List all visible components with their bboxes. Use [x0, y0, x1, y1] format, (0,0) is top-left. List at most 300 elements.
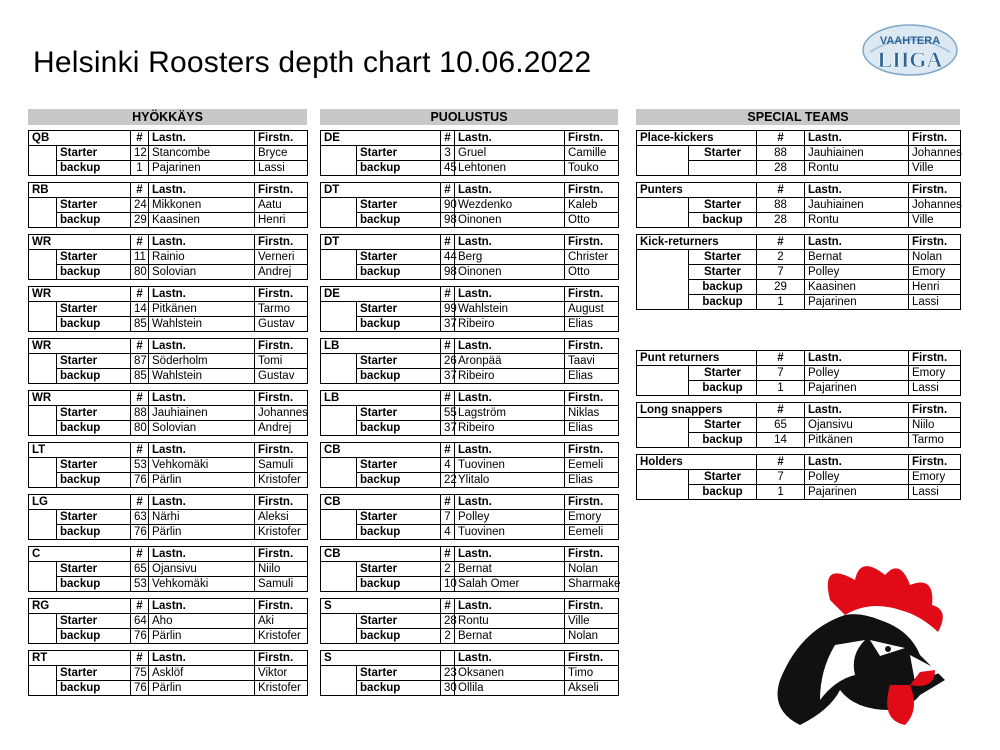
position-block-rg	[28, 598, 308, 644]
jersey-number: 1	[131, 161, 149, 176]
player-row	[29, 458, 308, 473]
position-label: WR	[29, 235, 131, 250]
lastname-header: Lastn.	[149, 391, 255, 406]
blank-cell	[637, 485, 689, 500]
firstname-header: Firstn.	[909, 183, 961, 198]
lastname-header: Lastn.	[805, 131, 909, 146]
player-row	[29, 369, 308, 384]
player-lastname: Pitkänen	[149, 302, 255, 317]
depth-role: Starter	[57, 614, 131, 629]
number-header: #	[441, 443, 455, 458]
position-block-cb	[320, 442, 619, 488]
position-block-wr	[28, 234, 308, 280]
depth-role: backup	[357, 369, 441, 384]
block-header-row	[29, 547, 308, 562]
player-row	[29, 198, 308, 213]
position-label: QB	[29, 131, 131, 146]
blank-cell	[29, 198, 57, 213]
position-block-wr	[28, 390, 308, 436]
depth-role: Starter	[357, 406, 441, 421]
jersey-number: 2	[441, 562, 455, 577]
player-lastname: Kaasinen	[149, 213, 255, 228]
player-lastname: Bernat	[455, 629, 565, 644]
position-block-lb	[320, 338, 619, 384]
block-header-row	[637, 131, 961, 146]
player-lastname: Ollila	[455, 681, 565, 696]
number-header: #	[441, 547, 455, 562]
blank-cell	[321, 317, 357, 332]
player-firstname: Touko	[565, 161, 619, 176]
player-row	[637, 161, 961, 176]
block-header-row	[321, 547, 619, 562]
player-firstname: Elias	[565, 473, 619, 488]
jersey-number: 85	[131, 317, 149, 332]
jersey-number: 98	[441, 213, 455, 228]
blank-cell	[321, 473, 357, 488]
player-lastname: Pitkänen	[805, 433, 909, 448]
blank-cell	[637, 295, 689, 310]
blank-cell	[29, 369, 57, 384]
position-label: LT	[29, 443, 131, 458]
player-row	[29, 250, 308, 265]
player-row	[321, 421, 619, 436]
depth-role: backup	[357, 629, 441, 644]
player-firstname: Nolan	[565, 562, 619, 577]
player-row	[29, 629, 308, 644]
player-firstname: Kristofer	[255, 681, 308, 696]
player-firstname: Kristofer	[255, 629, 308, 644]
blank-cell	[29, 250, 57, 265]
player-lastname: Pajarinen	[149, 161, 255, 176]
jersey-number: 14	[131, 302, 149, 317]
block-header-row	[29, 443, 308, 458]
player-lastname: Jauhiainen	[805, 146, 909, 161]
player-firstname: Ville	[565, 614, 619, 629]
block-header-row	[321, 443, 619, 458]
lastname-header: Lastn.	[149, 235, 255, 250]
jersey-number: 64	[131, 614, 149, 629]
player-row	[637, 280, 961, 295]
jersey-number: 75	[131, 666, 149, 681]
position-label: Punt returners	[637, 351, 757, 366]
position-block-lg	[28, 494, 308, 540]
position-label: LB	[321, 391, 441, 406]
block-header-row	[321, 599, 619, 614]
jersey-number: 2	[441, 629, 455, 644]
player-firstname: Eemeli	[565, 458, 619, 473]
depth-role: backup	[357, 473, 441, 488]
player-row	[29, 525, 308, 540]
depth-role: backup	[57, 317, 131, 332]
number-header	[441, 651, 455, 666]
player-lastname: Vehkomäki	[149, 577, 255, 592]
player-firstname: Bryce	[255, 146, 308, 161]
jersey-number: 10	[441, 577, 455, 592]
number-header: #	[131, 547, 149, 562]
player-row	[29, 562, 308, 577]
firstname-header: Firstn.	[255, 287, 308, 302]
player-firstname: Johannes	[909, 146, 961, 161]
position-block-punt-returners	[636, 350, 961, 396]
player-row	[637, 198, 961, 213]
position-block-dt	[320, 182, 619, 228]
player-row	[637, 381, 961, 396]
lastname-header: Lastn.	[149, 599, 255, 614]
player-lastname: Ribeiro	[455, 369, 565, 384]
firstname-header: Firstn.	[565, 651, 619, 666]
number-header: #	[757, 403, 805, 418]
player-row	[637, 295, 961, 310]
firstname-header: Firstn.	[565, 443, 619, 458]
jersey-number: 7	[441, 510, 455, 525]
player-lastname: Asklöf	[149, 666, 255, 681]
jersey-number: 2	[757, 250, 805, 265]
firstname-header: Firstn.	[565, 339, 619, 354]
position-label: CB	[321, 495, 441, 510]
blank-cell	[321, 265, 357, 280]
block-header-row	[29, 599, 308, 614]
depth-role: Starter	[689, 250, 757, 265]
number-header: #	[131, 391, 149, 406]
position-label: WR	[29, 339, 131, 354]
position-block-dt	[320, 234, 619, 280]
depth-role: Starter	[57, 666, 131, 681]
player-firstname: Otto	[565, 265, 619, 280]
firstname-header: Firstn.	[565, 131, 619, 146]
player-row	[321, 265, 619, 280]
block-header-row	[637, 183, 961, 198]
position-label: DE	[321, 131, 441, 146]
player-lastname: Pajarinen	[805, 485, 909, 500]
position-block-qb	[28, 130, 308, 176]
block-header-row	[321, 235, 619, 250]
player-lastname: Wezdenko	[455, 198, 565, 213]
jersey-number: 63	[131, 510, 149, 525]
block-header-row	[321, 391, 619, 406]
depth-role: Starter	[357, 250, 441, 265]
position-block-s	[320, 650, 619, 696]
jersey-number: 65	[131, 562, 149, 577]
player-firstname: Tarmo	[909, 433, 961, 448]
lastname-header: Lastn.	[455, 235, 565, 250]
depth-role: Starter	[689, 146, 757, 161]
player-firstname: Eemeli	[565, 525, 619, 540]
player-lastname: Lehtonen	[455, 161, 565, 176]
position-label: DE	[321, 287, 441, 302]
blank-cell	[29, 265, 57, 280]
position-block-de	[320, 286, 619, 332]
player-row	[321, 302, 619, 317]
player-firstname: Henri	[909, 280, 961, 295]
depth-role: Starter	[357, 458, 441, 473]
position-block-c	[28, 546, 308, 592]
player-row	[321, 354, 619, 369]
player-lastname: Polley	[455, 510, 565, 525]
position-block-place-kickers	[636, 130, 961, 176]
blank-cell	[321, 681, 357, 696]
position-label: Kick-returners	[637, 235, 757, 250]
jersey-number: 90	[441, 198, 455, 213]
jersey-number: 37	[441, 421, 455, 436]
blank-cell	[637, 265, 689, 280]
player-firstname: Aki	[255, 614, 308, 629]
player-firstname: Elias	[565, 317, 619, 332]
position-block-rt	[28, 650, 308, 696]
player-firstname: Niilo	[255, 562, 308, 577]
player-lastname: Aho	[149, 614, 255, 629]
firstname-header: Firstn.	[255, 495, 308, 510]
player-lastname: Rontu	[455, 614, 565, 629]
firstname-header: Firstn.	[565, 391, 619, 406]
blank-cell	[29, 629, 57, 644]
player-lastname: Aronpää	[455, 354, 565, 369]
position-block-holders	[636, 454, 961, 500]
lastname-header: Lastn.	[805, 235, 909, 250]
player-firstname: Aatu	[255, 198, 308, 213]
player-firstname: Tomi	[255, 354, 308, 369]
position-label: DT	[321, 183, 441, 198]
firstname-header: Firstn.	[255, 183, 308, 198]
player-firstname: Andrej	[255, 265, 308, 280]
depth-role: Starter	[57, 406, 131, 421]
block-header-row	[321, 131, 619, 146]
blank-cell	[29, 577, 57, 592]
block-header-row	[321, 183, 619, 198]
number-header: #	[757, 455, 805, 470]
player-firstname: Ville	[909, 161, 961, 176]
lastname-header: Lastn.	[805, 455, 909, 470]
blank-cell	[637, 366, 689, 381]
position-block-cb	[320, 546, 619, 592]
player-lastname: Rontu	[805, 161, 909, 176]
player-row	[637, 418, 961, 433]
svg-text:VAAHTERA: VAAHTERA	[879, 35, 941, 47]
player-row	[321, 614, 619, 629]
blank-cell	[321, 510, 357, 525]
player-firstname: Elias	[565, 421, 619, 436]
position-label: CB	[321, 443, 441, 458]
player-firstname: Kristofer	[255, 473, 308, 488]
player-row	[321, 562, 619, 577]
player-row	[29, 146, 308, 161]
player-firstname: Nolan	[565, 629, 619, 644]
jersey-number: 28	[441, 614, 455, 629]
depth-role: Starter	[357, 198, 441, 213]
position-label: Place-kickers	[637, 131, 757, 146]
player-row	[321, 317, 619, 332]
player-row	[29, 577, 308, 592]
position-block-kick-returners	[636, 234, 961, 310]
jersey-number: 76	[131, 525, 149, 540]
player-row	[29, 614, 308, 629]
depth-role: Starter	[57, 354, 131, 369]
player-row	[29, 213, 308, 228]
number-header: #	[131, 339, 149, 354]
player-lastname: Pärlin	[149, 681, 255, 696]
player-firstname: Aleksi	[255, 510, 308, 525]
lastname-header: Lastn.	[455, 339, 565, 354]
jersey-number: 37	[441, 369, 455, 384]
position-label: C	[29, 547, 131, 562]
jersey-number: 88	[757, 198, 805, 213]
lastname-header: Lastn.	[149, 495, 255, 510]
blank-cell	[321, 614, 357, 629]
position-label: S	[321, 599, 441, 614]
defense-header: PUOLUSTUS	[320, 109, 618, 125]
blank-cell	[637, 146, 689, 161]
jersey-number: 37	[441, 317, 455, 332]
lastname-header: Lastn.	[455, 599, 565, 614]
player-lastname: Jauhiainen	[805, 198, 909, 213]
blank-cell	[321, 198, 357, 213]
blank-cell	[29, 473, 57, 488]
player-firstname: Andrej	[255, 421, 308, 436]
jersey-number: 87	[131, 354, 149, 369]
player-row	[637, 470, 961, 485]
blank-cell	[29, 458, 57, 473]
blank-cell	[637, 280, 689, 295]
position-label: RT	[29, 651, 131, 666]
player-row	[29, 354, 308, 369]
firstname-header: Firstn.	[565, 547, 619, 562]
depth-role: backup	[689, 280, 757, 295]
depth-role: backup	[689, 485, 757, 500]
lastname-header: Lastn.	[455, 651, 565, 666]
depth-role: backup	[357, 161, 441, 176]
player-firstname: Taavi	[565, 354, 619, 369]
jersey-number: 1	[757, 381, 805, 396]
player-row	[321, 198, 619, 213]
blank-cell	[637, 198, 689, 213]
depth-role: Starter	[689, 418, 757, 433]
player-firstname: Henri	[255, 213, 308, 228]
firstname-header: Firstn.	[565, 287, 619, 302]
blank-cell	[637, 470, 689, 485]
block-header-row	[637, 455, 961, 470]
depth-role: Starter	[357, 302, 441, 317]
position-label: LG	[29, 495, 131, 510]
player-firstname: Gustav	[255, 317, 308, 332]
player-firstname: Akseli	[565, 681, 619, 696]
player-firstname: Emory	[565, 510, 619, 525]
number-header: #	[131, 443, 149, 458]
player-firstname: Lassi	[909, 295, 961, 310]
player-row	[637, 366, 961, 381]
player-lastname: Pärlin	[149, 525, 255, 540]
position-label: DT	[321, 235, 441, 250]
blank-cell	[637, 161, 689, 176]
blank-cell	[29, 666, 57, 681]
jersey-number: 28	[757, 161, 805, 176]
jersey-number: 55	[441, 406, 455, 421]
player-lastname: Tuovinen	[455, 525, 565, 540]
offense-column	[28, 109, 307, 702]
jersey-number: 53	[131, 458, 149, 473]
player-row	[29, 681, 308, 696]
number-header: #	[131, 183, 149, 198]
player-lastname: Pajarinen	[805, 295, 909, 310]
player-lastname: Kaasinen	[805, 280, 909, 295]
rooster-logo	[760, 560, 960, 735]
player-lastname: Salah Omer	[455, 577, 565, 592]
jersey-number: 30	[441, 681, 455, 696]
number-header: #	[131, 651, 149, 666]
player-lastname: Ojansivu	[149, 562, 255, 577]
player-lastname: Ojansivu	[805, 418, 909, 433]
player-row	[321, 213, 619, 228]
number-header: #	[441, 287, 455, 302]
blank-cell	[29, 213, 57, 228]
jersey-number: 98	[441, 265, 455, 280]
jersey-number: 7	[757, 265, 805, 280]
player-row	[637, 265, 961, 280]
number-header: #	[757, 351, 805, 366]
jersey-number: 29	[757, 280, 805, 295]
player-lastname: Solovian	[149, 265, 255, 280]
jersey-number: 3	[441, 146, 455, 161]
player-row	[321, 666, 619, 681]
depth-role: Starter	[357, 562, 441, 577]
blank-cell	[321, 421, 357, 436]
vaahteraliiga-logo	[860, 22, 960, 83]
lastname-header: Lastn.	[805, 403, 909, 418]
player-lastname: Rainio	[149, 250, 255, 265]
depth-role: backup	[57, 421, 131, 436]
player-row	[29, 161, 308, 176]
player-firstname: August	[565, 302, 619, 317]
jersey-number: 7	[757, 470, 805, 485]
lastname-header: Lastn.	[455, 287, 565, 302]
depth-role: Starter	[689, 198, 757, 213]
player-firstname: Samuli	[255, 577, 308, 592]
player-row	[321, 510, 619, 525]
player-row	[29, 406, 308, 421]
depth-role: Starter	[57, 146, 131, 161]
player-row	[321, 161, 619, 176]
depth-role: backup	[357, 681, 441, 696]
block-header-row	[321, 651, 619, 666]
player-row	[29, 302, 308, 317]
number-header: #	[441, 495, 455, 510]
player-lastname: Bernat	[455, 562, 565, 577]
blank-cell	[321, 562, 357, 577]
number-header: #	[131, 131, 149, 146]
player-lastname: Tuovinen	[455, 458, 565, 473]
player-firstname: Viktor	[255, 666, 308, 681]
depth-role: backup	[689, 213, 757, 228]
jersey-number: 4	[441, 525, 455, 540]
player-firstname: Nolan	[909, 250, 961, 265]
page-title: Helsinki Roosters depth chart 10.06.2022	[33, 46, 592, 79]
firstname-header: Firstn.	[255, 391, 308, 406]
position-label: WR	[29, 391, 131, 406]
player-lastname: Närhi	[149, 510, 255, 525]
jersey-number: 23	[441, 666, 455, 681]
block-header-row	[29, 391, 308, 406]
player-lastname: Wahlstein	[455, 302, 565, 317]
position-label: Punters	[637, 183, 757, 198]
lastname-header: Lastn.	[149, 339, 255, 354]
lastname-header: Lastn.	[455, 183, 565, 198]
firstname-header: Firstn.	[909, 235, 961, 250]
blank-cell	[321, 458, 357, 473]
player-lastname: Bernat	[805, 250, 909, 265]
player-row	[29, 317, 308, 332]
firstname-header: Firstn.	[255, 443, 308, 458]
player-firstname: Emory	[909, 470, 961, 485]
player-lastname: Polley	[805, 470, 909, 485]
lastname-header: Lastn.	[149, 131, 255, 146]
